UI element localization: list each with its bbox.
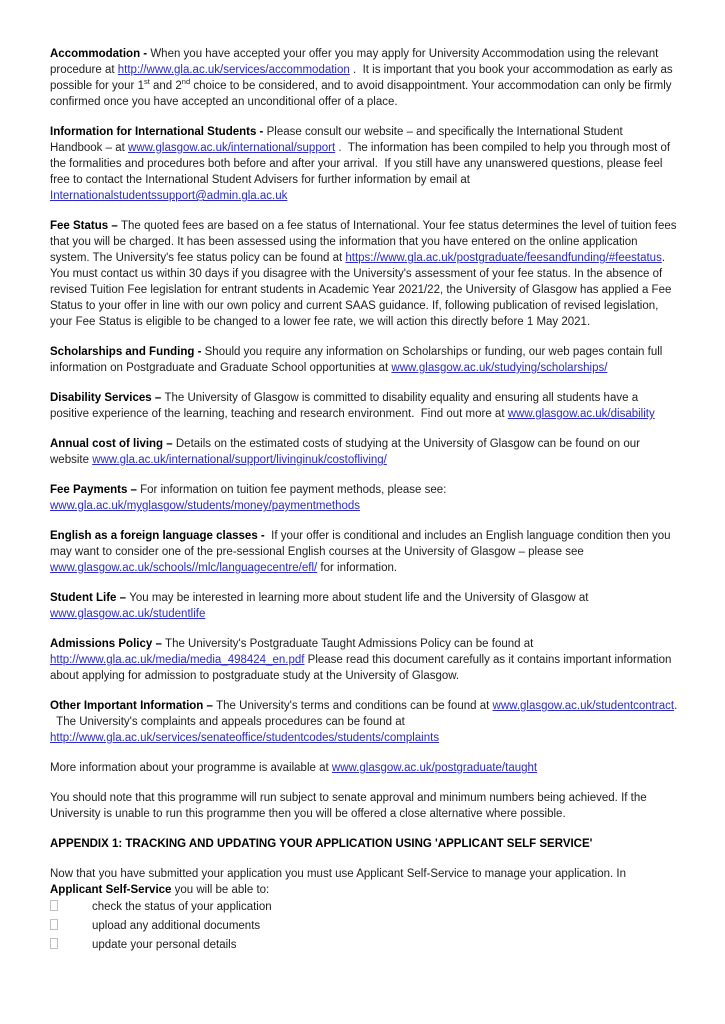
text-run: . The University's complaints and appeals procedures can be found at bbox=[50, 700, 678, 728]
section-scholarships-funding bbox=[50, 344, 678, 376]
text-run: Now that you have submitted your application you must use Applicant Self-Service to manage your application. In bbox=[50, 868, 626, 880]
text-run: More information about your programme is available at bbox=[50, 762, 332, 774]
link[interactable]: http://www.gla.ac.uk/services/accommodation bbox=[117, 64, 350, 76]
list-item-text: update your personal details bbox=[92, 939, 237, 951]
text-run: Please consult our website – and specifically the International Student Handbook – at bbox=[50, 126, 623, 154]
link[interactable]: https://www.gla.ac.uk/postgraduate/feesandfunding/#feestatus bbox=[345, 252, 662, 264]
text-run: . The information has been compiled to help you through most of the formalities and procedures both before and after your arrival. If you still have any unanswered questions, please feel free to contact the International Student Advisers for further information by email at bbox=[50, 142, 671, 186]
section-appendix-heading bbox=[50, 836, 678, 852]
text-run: Please read this document carefully as it contains important information about applying for admission to postgraduate study at the University of Glasgow. bbox=[50, 654, 672, 682]
superscript: nd bbox=[181, 77, 191, 87]
text-run: and 2 bbox=[149, 80, 182, 92]
list-item bbox=[50, 917, 678, 936]
link[interactable]: www.gla.ac.uk/international/support/livinginuk/costofliving/ bbox=[92, 454, 387, 466]
bullet-square-icon bbox=[50, 900, 58, 911]
link[interactable]: www.glasgow.ac.uk/schools//mlc/languagecentre/efl/ bbox=[50, 562, 318, 574]
link[interactable]: www.glasgow.ac.uk/studying/scholarships/ bbox=[391, 362, 608, 374]
text-run: When you have accepted your offer you may apply for University Accommodation using the relevant procedure at bbox=[50, 48, 659, 76]
bold-text: Disability Services – bbox=[50, 392, 165, 404]
link[interactable]: www.glasgow.ac.uk/studentcontract bbox=[492, 700, 675, 712]
bold-text: Fee Payments – bbox=[50, 484, 141, 496]
bullet-square-icon bbox=[50, 919, 58, 930]
section-student-life bbox=[50, 590, 678, 622]
link[interactable]: www.gla.ac.uk/myglasgow/students/money/paymentmethods bbox=[50, 500, 361, 512]
section-international-students bbox=[50, 124, 678, 204]
list-item-text: check the status of your application bbox=[92, 901, 272, 913]
text-run: Should you require any information on Scholarships or funding, our web pages contain full information on Postgraduate and Graduate School opportunities at bbox=[50, 346, 663, 374]
bold-text: Other Important Information – bbox=[50, 700, 217, 712]
text-run: Details on the estimated costs of studying at the University of Glasgow can be found on our website bbox=[50, 438, 640, 466]
text-run: You may be interested in learning more about student life and the University of Glasgow at bbox=[129, 592, 589, 604]
section-senate-approval-note bbox=[50, 790, 678, 822]
text-run: The University's Postgraduate Taught Admissions Policy can be found at bbox=[165, 638, 534, 650]
link[interactable]: www.glasgow.ac.uk/disability bbox=[507, 408, 655, 420]
link[interactable]: http://www.gla.ac.uk/media/media_498424_en.pdf bbox=[50, 654, 305, 666]
bold-text: English as a foreign language classes - bbox=[50, 530, 268, 542]
text-run: choice to be considered, and to avoid disappointment. Your accommodation can only be firmly confirmed once you have accepted an unconditional offer of a place. bbox=[50, 80, 672, 108]
text-run: The quoted fees are based on a fee status of International. Your fee status determines the level of tuition fees that you will be charged. It has been assessed using the information that you have entered on the online application system. The University's fee status policy can be found at bbox=[50, 220, 677, 264]
list-item bbox=[50, 898, 678, 917]
link[interactable]: www.glasgow.ac.uk/international/support bbox=[128, 142, 336, 154]
list-item-text: upload any additional documents bbox=[92, 920, 261, 932]
bold-text: Fee Status – bbox=[50, 220, 121, 232]
link[interactable]: http://www.gla.ac.uk/services/senateoffice/studentcodes/students/complaints bbox=[50, 732, 440, 744]
text-run: You should note that this programme will run subject to senate approval and minimum numbers being achieved. If the University is unable to run this programme then you will be offered a close alternative where possible. bbox=[50, 792, 647, 820]
section-fee-status bbox=[50, 218, 678, 330]
bold-text: Scholarships and Funding - bbox=[50, 346, 205, 358]
text-run: for information. bbox=[317, 562, 398, 574]
list-item bbox=[50, 936, 678, 955]
bold-text: Student Life – bbox=[50, 592, 130, 604]
text-run: . It is important that you book your accommodation as early as possible for your 1 bbox=[50, 64, 673, 92]
link[interactable]: www.glasgow.ac.uk/studentlife bbox=[50, 608, 206, 620]
text-run: For information on tuition fee payment methods, please see: bbox=[140, 484, 447, 496]
section-more-information bbox=[50, 760, 678, 776]
link[interactable]: Internationalstudentssupport@admin.gla.ac.uk bbox=[50, 190, 288, 202]
section-disability-services bbox=[50, 390, 678, 422]
section-self-service-intro bbox=[50, 866, 678, 898]
text-run: you will be able to: bbox=[171, 884, 270, 896]
bullet-square-icon bbox=[50, 938, 58, 949]
text-run: If your offer is conditional and includes an English language condition then you may want to consider one of the pre-sessional English courses at the University of Glasgow – please see bbox=[50, 530, 671, 558]
section-fee-payments bbox=[50, 482, 678, 514]
text-run: APPENDIX 1: TRACKING AND UPDATING YOUR APPLICATION USING 'APPLICANT SELF SERVICE' bbox=[50, 838, 593, 850]
bold-text: Applicant Self-Service bbox=[50, 884, 172, 896]
superscript: st bbox=[143, 77, 150, 87]
bold-text: Accommodation - bbox=[50, 48, 151, 60]
text-run: . You must contact us within 30 days if you disagree with the University's assessment of your fee status. In the absence of revised Tuition Fee legislation for entrant students in Academic Year 2021/22, the University of Glasgow has applied a Fee Status to your offer in line with our own policy and current SAAS guidance. If, following publication of revised legislation, your Fee Status is eligible to be changed to a lower fee rate, we will action this directly before 1 May 2021. bbox=[50, 252, 672, 328]
link[interactable]: www.glasgow.ac.uk/postgraduate/taught bbox=[331, 762, 538, 774]
section-accommodation bbox=[50, 46, 678, 110]
text-run: The University's terms and conditions can be found at bbox=[216, 700, 493, 712]
section-admissions-policy bbox=[50, 636, 678, 684]
document-body bbox=[50, 46, 678, 955]
section-other-important-information bbox=[50, 698, 678, 746]
section-annual-cost-of-living bbox=[50, 436, 678, 468]
section-english-language-classes bbox=[50, 528, 678, 576]
bold-text: Annual cost of living – bbox=[50, 438, 176, 450]
bold-text: Admissions Policy – bbox=[50, 638, 166, 650]
text-run: The University of Glasgow is committed to disability equality and ensuring all students have a positive experience of the learning, teaching and research environment. Find out more at bbox=[50, 392, 639, 420]
bold-text: Information for International Students - bbox=[50, 126, 267, 138]
